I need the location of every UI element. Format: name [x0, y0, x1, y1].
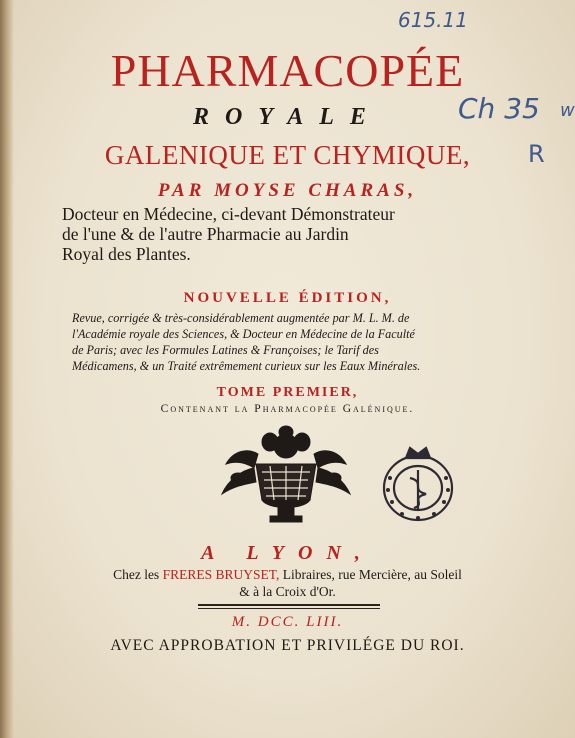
description-line-1: Docteur en Médecine, ci-devant Démonstrateur [62, 204, 395, 224]
shelfmark-number: 615.11 [398, 8, 468, 32]
imprint-city: A LYON, [201, 542, 374, 564]
privilege-line: AVEC APPROBATION ET PRIVILÉGE DU ROI. [110, 637, 465, 654]
title-galenique: GALENIQUE ET CHYMIQUE, [104, 140, 471, 170]
shelfmark-letter: R [528, 140, 545, 168]
imprint-address: Libraires, rue Mercière, au Soleil [282, 567, 462, 582]
revue-line-3: de Paris; avec les Formules Latines & Françoises; le Tarif des [72, 343, 379, 357]
title-author: PAR MOYSE CHARAS, [157, 180, 418, 201]
revue-line-4: Médicamens, & un Traité extrêmement curieux sur les Eaux Minérales. [72, 359, 421, 373]
title-main: PHARMACOPÉE [110, 45, 465, 96]
flower-basket-ornament [218, 424, 354, 530]
contenant-line: Contenant la Pharmacopée Galénique. [160, 403, 415, 415]
revue-block [72, 310, 512, 374]
library-stamp-icon [376, 440, 460, 526]
publication-date: M. DCC. LIII. [231, 614, 344, 630]
shelfmark-code: Ch 35 [458, 92, 540, 125]
description-line-2: de l'une & de l'autre Pharmacie au Jardin [62, 224, 349, 244]
imprint-chez: Chez les [113, 567, 160, 582]
divider-rule-thin [198, 608, 380, 609]
edition-heading: NOUVELLE ÉDITION, [183, 290, 392, 306]
imprint-line-2: & à la Croix d'Or. [239, 584, 336, 599]
revue-line-1: Revue, corrigée & très-considérablement augmentée par M. L. M. de [72, 311, 410, 325]
description-line-3: Royal des Plantes. [62, 244, 191, 264]
imprint-publisher-line [0, 567, 575, 583]
title-royale: ROYALE [193, 104, 382, 130]
revue-line-2: l'Académie royale des Sciences, & Docteur en Médecine de la Faculté [72, 327, 415, 341]
imprint-publisher: FRERES BRUYSET, [162, 567, 280, 582]
author-description [62, 204, 522, 264]
tome-heading: TOME PREMIER, [216, 385, 359, 400]
shelfmark-edge: w [560, 100, 575, 121]
divider-rule [198, 604, 380, 606]
